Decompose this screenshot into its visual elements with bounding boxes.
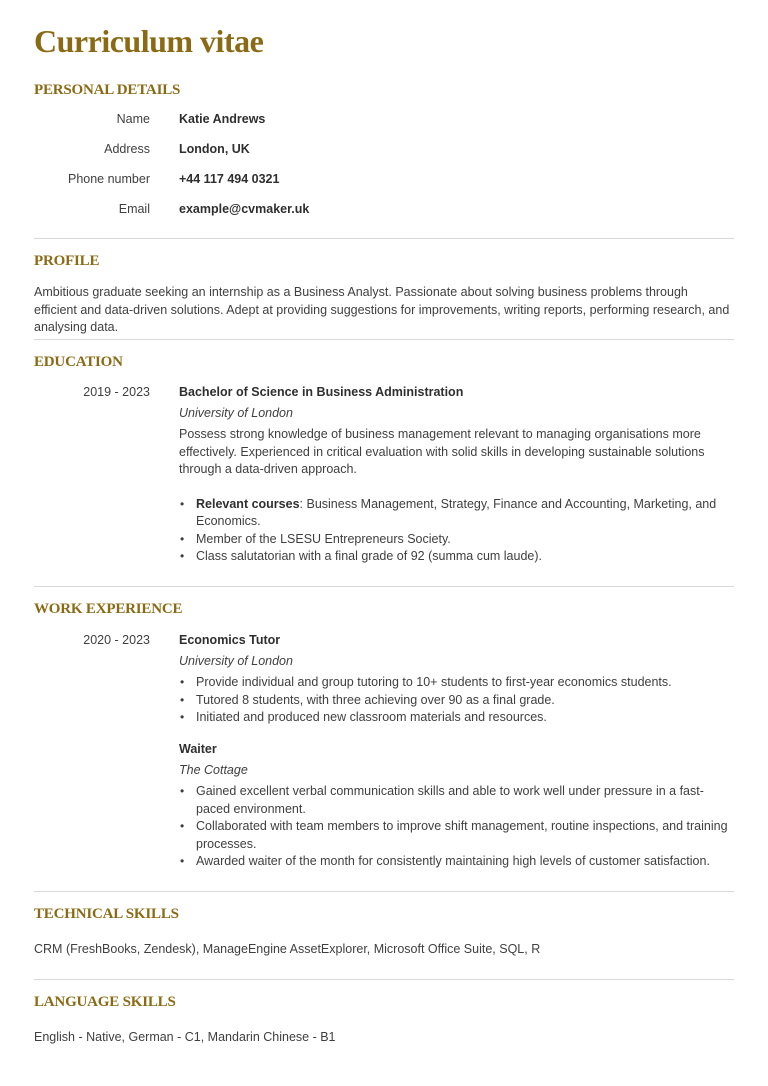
entry-description: Possess strong knowledge of business management relevant to managing organisations more effectively. Experienced in critical evaluation with solid skills in developing sustainable solutions through a data-driven approach. (179, 427, 705, 476)
entry-organisation: University of London (179, 406, 293, 420)
section-heading-profile: PROFILE (34, 253, 100, 269)
education-entry-row (34, 384, 734, 566)
detail-row-phone (34, 171, 734, 201)
personal-details-section (34, 80, 734, 100)
work-entry-1 (34, 632, 734, 727)
work-entry-2 (34, 741, 734, 871)
detail-value: example@cvmaker.uk (179, 202, 310, 216)
bullet-text: : Business Management, Strategy, Finance and Accounting, Marketing, and Economics. (196, 496, 717, 528)
bullet-text: Member of the LSESU Entrepreneurs Society. (196, 531, 451, 546)
section-heading-personal-details: PERSONAL DETAILS (34, 82, 181, 98)
section-heading-education: EDUCATION (34, 354, 123, 370)
entry-bullet-list (179, 783, 734, 871)
section-heading-technical-skills: TECHNICAL SKILLS (34, 906, 179, 922)
entry-title: Waiter (179, 742, 217, 756)
entry-organisation: The Cottage (179, 763, 248, 777)
detail-row-email (34, 201, 734, 231)
entry-body (179, 741, 734, 871)
entry-body (179, 632, 734, 727)
entry-dates: 2019 - 2023 (83, 385, 150, 399)
section-divider (34, 238, 734, 239)
document-title: Curriculum vitae (34, 23, 264, 59)
technical-skills-text: CRM (FreshBooks, Zendesk), ManageEngine AssetExplorer, Microsoft Office Suite, SQL, R (34, 942, 541, 956)
section-heading-work-experience: WORK EXPERIENCE (34, 601, 183, 617)
detail-value: Katie Andrews (179, 112, 266, 126)
list-item: • Initiated and produced new classroom materials and resources. (179, 709, 734, 727)
section-divider (34, 979, 734, 980)
language-skills-text: English - Native, German - C1, Mandarin Chinese - B1 (34, 1030, 336, 1044)
bullet-strong: Relevant courses (196, 496, 300, 511)
list-item: • Provide individual and group tutoring to 10+ students to first-year economics students. (179, 674, 734, 692)
entry-bullet-list (179, 496, 734, 566)
list-item: • Gained excellent verbal communication skills and able to work well under pressure in a fast-paced environment. (179, 783, 734, 818)
entry-title: Economics Tutor (179, 633, 281, 647)
work-experience-section (34, 599, 734, 619)
entry-dates (34, 741, 150, 871)
entry-bullet-list (179, 674, 734, 727)
personal-details-rows (34, 111, 734, 231)
detail-row-name (34, 111, 734, 141)
section-divider (34, 586, 734, 587)
detail-value: +44 117 494 0321 (179, 172, 280, 186)
list-item (179, 531, 734, 549)
entry-organisation: University of London (179, 654, 293, 668)
list-item: • Tutored 8 students, with three achieving over 90 as a final grade. (179, 692, 734, 710)
entry-dates: 2020 - 2023 (83, 633, 150, 647)
section-divider (34, 891, 734, 892)
list-item (179, 496, 734, 531)
entry-body (179, 384, 734, 566)
section-divider (34, 339, 734, 340)
bullet-text: Class salutatorian with a final grade of 92 (summa cum laude). (196, 549, 542, 563)
detail-label: Name (116, 112, 150, 126)
education-section (34, 352, 734, 372)
detail-label: Phone number (67, 172, 150, 186)
detail-row-address (34, 141, 734, 171)
profile-section (34, 251, 734, 271)
entry-title: Bachelor of Science in Business Administration (179, 385, 464, 399)
technical-skills-section (34, 904, 734, 924)
list-item (179, 548, 734, 566)
work-entry-row (34, 741, 734, 871)
detail-value: London, UK (179, 142, 250, 156)
section-heading-language-skills: LANGUAGE SKILLS (34, 994, 176, 1010)
work-entry-row (34, 632, 734, 727)
list-item: • Collaborated with team members to improve shift management, routine inspections, and training processes. (179, 818, 734, 853)
detail-label: Address (104, 142, 150, 156)
detail-label: Email (118, 202, 150, 216)
education-entry (34, 384, 734, 566)
list-item: • Awarded waiter of the month for consistently maintaining high levels of customer satisfaction. (179, 853, 734, 871)
profile-text: Ambitious graduate seeking an internship as a Business Analyst. Passionate about solving business problems through efficient and data-driven solutions. Adept at providing suggestions for improvements, writing reports, performing research, and analysing data. (34, 285, 730, 334)
language-skills-section (34, 992, 734, 1012)
